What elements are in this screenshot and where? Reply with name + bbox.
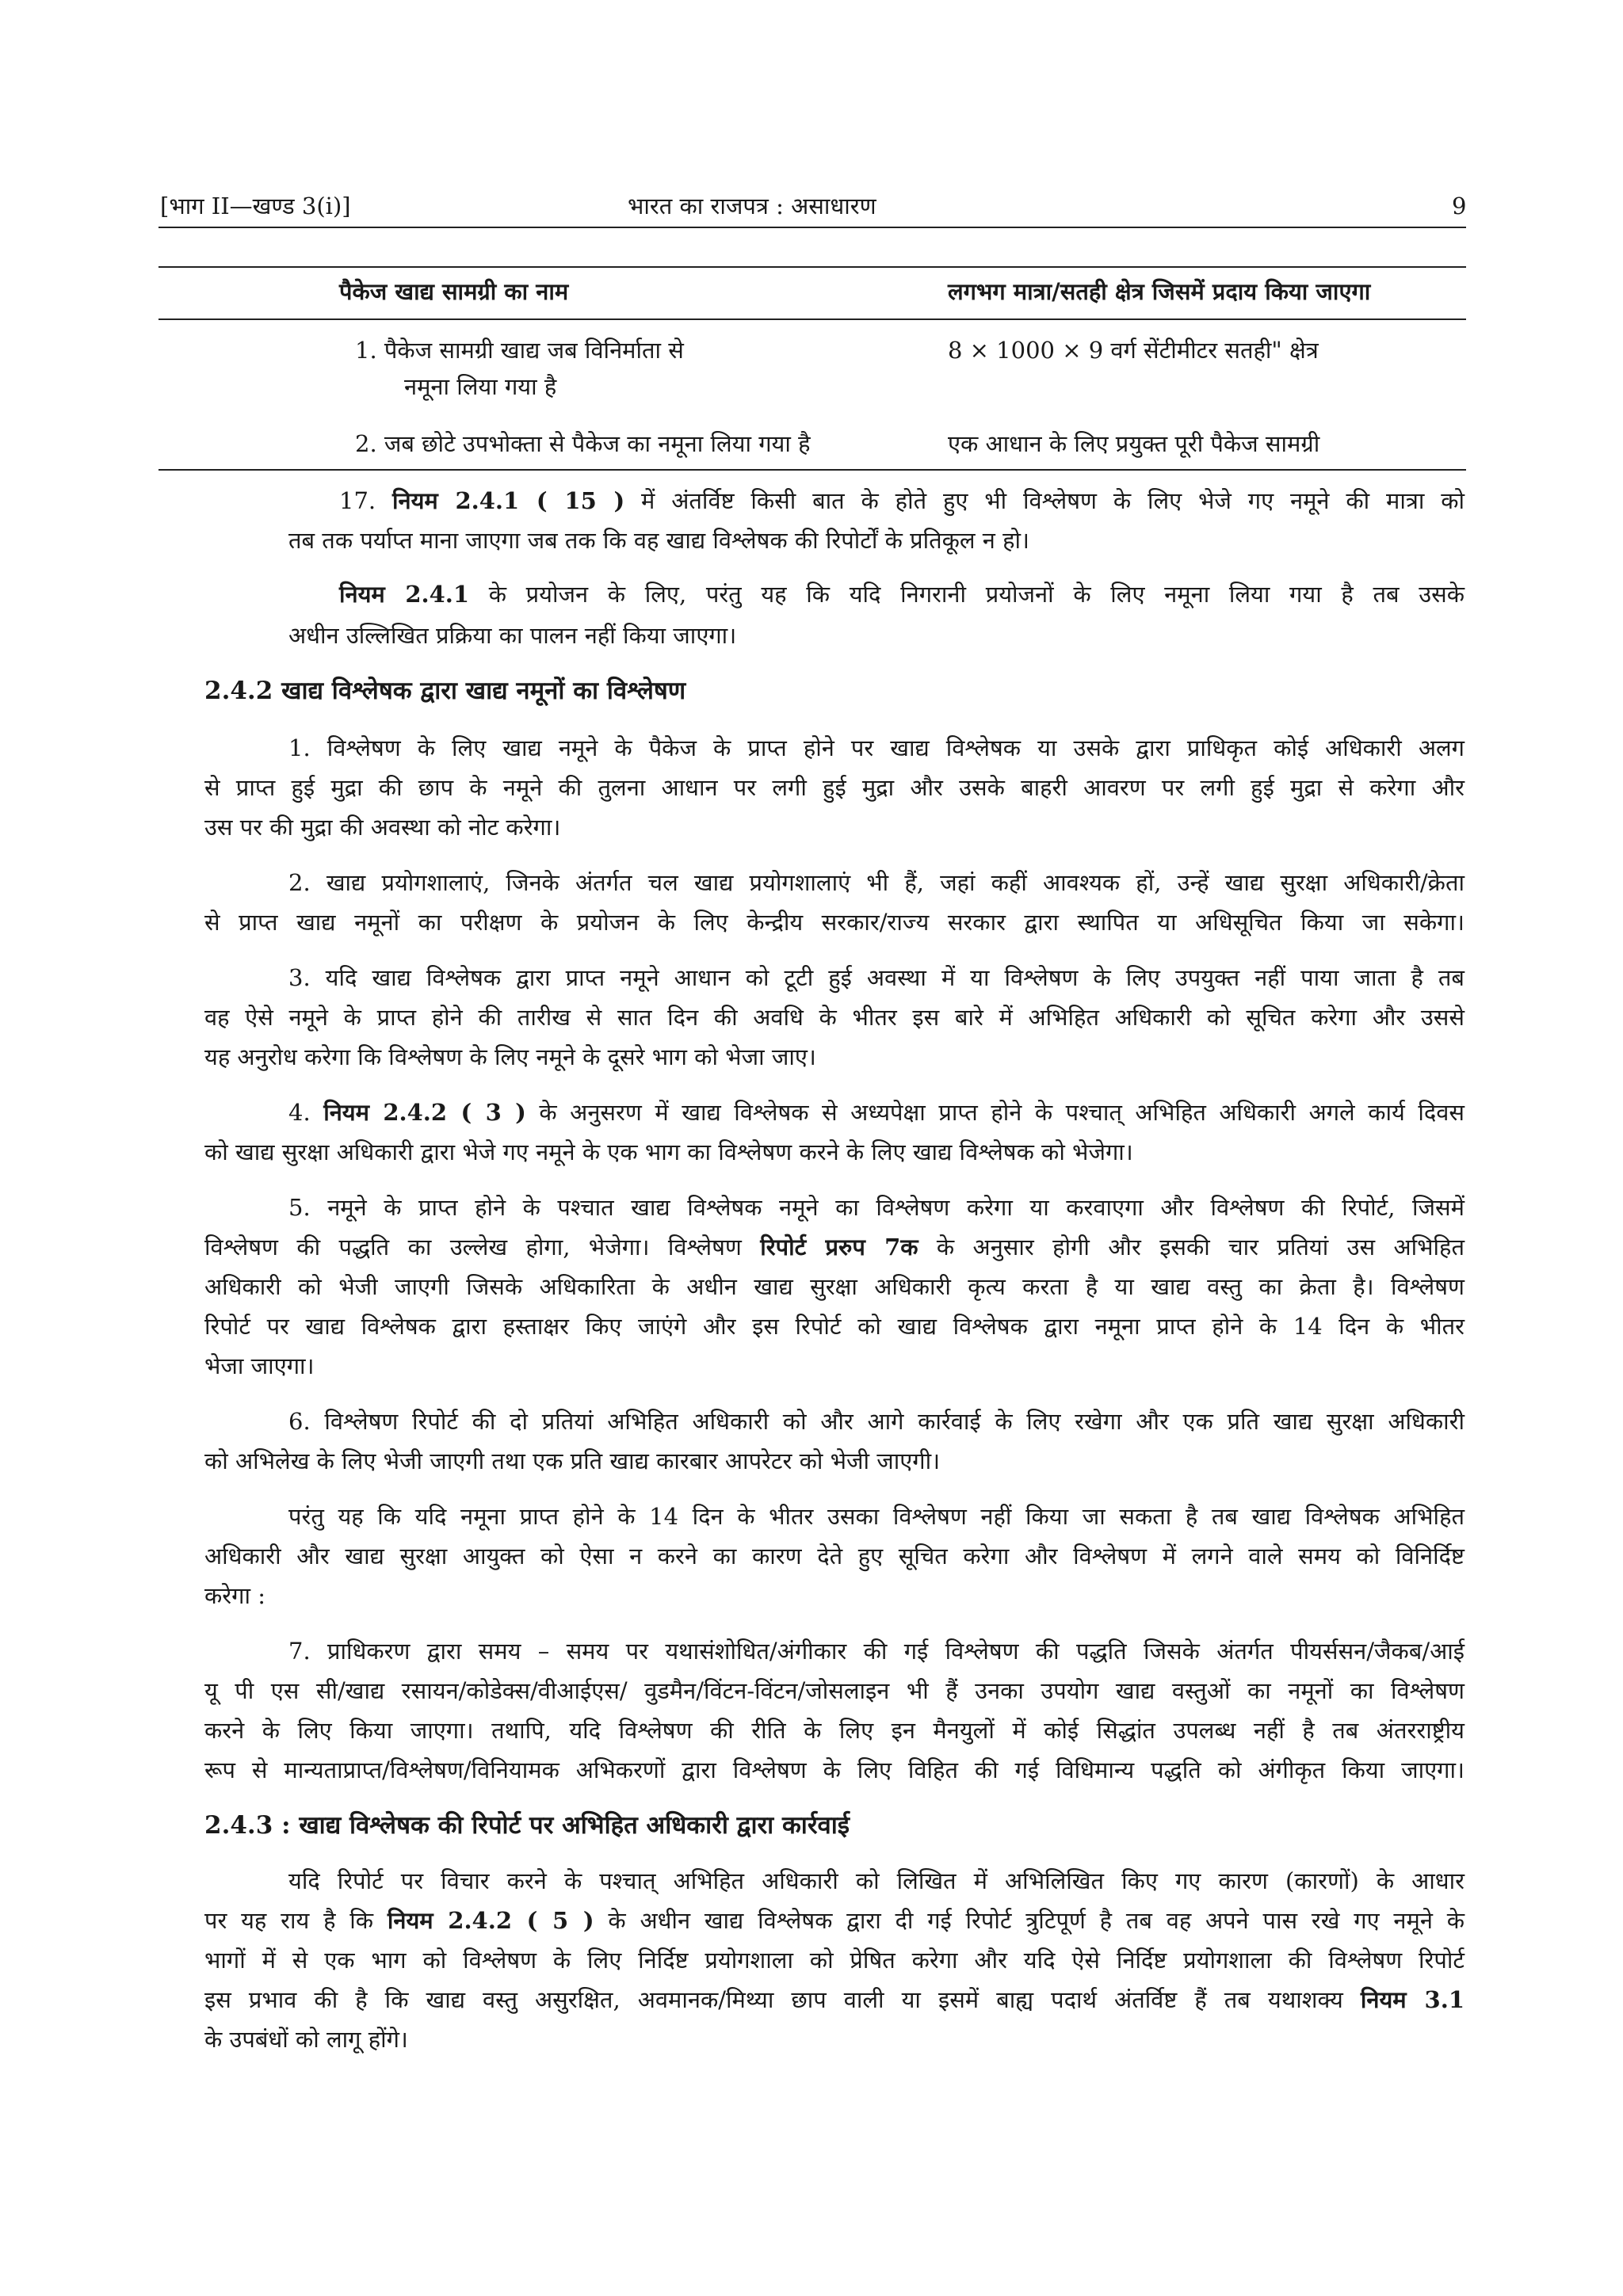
table-top-rule bbox=[158, 266, 1466, 268]
para-4-line-1: 4. नियम 2.4.2 ( 3 ) के अनुसरण में खाद्य विश्लेषक से अध्यपेक्षा प्राप्त होने के पश्चात् अभिहित अधिकारी अगले कार्य दिवस bbox=[288, 1099, 1465, 1126]
para-1-line-1: 1. विश्लेषण के लिए खाद्य नमूने के पैकेज के प्राप्त होने पर खाद्य विश्लेषक या उसके द्वारा प्राधिकृत कोई अधिकारी अलग bbox=[288, 734, 1465, 761]
para-1-line-3: उस पर की मुद्रा की अवस्था को नोट करेगा। bbox=[204, 814, 561, 841]
para-2-line-1: 2. खाद्य प्रयोगशालाएं, जिनके अंतर्गत चल खाद्य प्रयोगशालाएं भी हैं, जहां कहीं आवश्यक हों, उन्हें खाद्य सुरक्षा अधिकारी/क्रेता bbox=[288, 869, 1465, 896]
para-7-line-4: रूप से मान्यताप्राप्त/विश्लेषण/विनियामक अभिकरणों द्वारा विश्लेषण के लिए विहित की गई विधिमान्य पद्धति को अंगीकृत किया जाएगा। bbox=[204, 1756, 1465, 1783]
page-number: 9 bbox=[1452, 193, 1467, 219]
para-17-line-1: 17. नियम 2.4.1 ( 15 ) में अंतर्विष्ट किसी बात के होते हुए भी विश्लेषण के लिए भेजे गए नमूने की मात्रा को bbox=[339, 487, 1465, 514]
table-row-1-col2: 8 × 1000 × 9 वर्ग सेंटीमीटर सतही" क्षेत्र bbox=[948, 337, 1319, 364]
para-niyam-line-1: नियम 2.4.1 के प्रयोजन के लिए, परंतु यह कि यदि निगरानी प्रयोजनों के लिए नमूना लिया गया है तब उसके bbox=[339, 581, 1465, 608]
para-niyam-line-2: अधीन उल्लिखित प्रक्रिया का पालन नहीं किया जाएगा। bbox=[288, 622, 737, 649]
para-3-line-2: वह ऐसे नमूने के प्राप्त होने की तारीख से सात दिन की अवधि के भीतर इस बारे में अभिहित अधिकारी को सूचित करेगा और उससे bbox=[204, 1004, 1465, 1031]
table-row-2-col2: एक आधान के लिए प्रयुक्त पूरी पैकेज सामग्री bbox=[948, 430, 1320, 457]
para-3-line-3: यह अनुरोध करेगा कि विश्लेषण के लिए नमूने के दूसरे भाग को भेजा जाए। bbox=[204, 1043, 816, 1070]
para-5-line-5: भेजा जाएगा। bbox=[204, 1352, 315, 1379]
para-243-line-4: इस प्रभाव की है कि खाद्य वस्तु असुरक्षित, अवमानक/मिथ्या छाप वाली या इसमें बाह्य पदार्थ अंतर्विष्ट हैं तब यथाशक्य नियम 3.1 bbox=[204, 1986, 1465, 2013]
header-part-section: [भाग II—खण्ड 3(i)] bbox=[160, 193, 351, 219]
table-row-1-col1-line1: 1. पैकेज सामग्री खाद्य जब विनिर्माता से bbox=[355, 337, 684, 364]
para-243-line-3: भागों में से एक भाग को विश्लेषण के लिए निर्दिष्ट प्रयोगशाला को प्रेषित करेगा और यदि ऐसे निर्दिष्ट प्रयोगशाला की विश्लेषण रिपोर्ट bbox=[204, 1947, 1465, 1974]
table-col1-header: पैकेज खाद्य सामग्री का नाम bbox=[339, 278, 569, 305]
para-2-line-2: से प्राप्त खाद्य नमूनों का परीक्षण के प्रयोजन के लिए केन्द्रीय सरकार/राज्य सरकार द्वारा स्थापित या अधिसूचित किया जा सकेगा। bbox=[204, 909, 1465, 936]
table-col2-header: लगभग मात्रा/सतही क्षेत्र जिसमें प्रदाय किया जाएगा bbox=[948, 278, 1371, 305]
para-243-line-2: पर यह राय है कि नियम 2.4.2 ( 5 ) के अधीन खाद्य विश्लेषक द्वारा दी गई रिपोर्ट त्रुटिपूर्ण है तब वह अपने पास रखे गए नमूने के bbox=[204, 1907, 1465, 1934]
para-7-line-2: यू पी एस सी/खाद्य रसायन/कोडेक्स/वीआईएस/ वुडमैन/विंटन-विंटन/जोसलाइन भी हैं उनका उपयोग खाद्य वस्तुओं का नमूनों का विश्लेषण bbox=[204, 1677, 1465, 1704]
section-heading-2-4-3: 2.4.3 : खाद्य विश्लेषक की रिपोर्ट पर अभिहित अधिकारी द्वारा कार्रवाई bbox=[204, 1811, 850, 1840]
table-row-1-col1-line2: नमूना लिया गया है bbox=[404, 373, 557, 400]
para-6-line-1: 6. विश्लेषण रिपोर्ट की दो प्रतियां अभिहित अधिकारी को और आगे कार्रवाई के लिए रखेगा और एक प्रति खाद्य सुरक्षा अधिकारी bbox=[288, 1408, 1465, 1435]
table-header-rule bbox=[158, 318, 1466, 320]
proviso-line-3: करेगा : bbox=[204, 1582, 265, 1609]
table-row-2-col1: 2. जब छोटे उपभोक्ता से पैकेज का नमूना लिया गया है bbox=[355, 430, 811, 457]
para-243-line-5: के उपबंधों को लागू होंगे। bbox=[204, 2026, 408, 2053]
section-heading-2-4-2: 2.4.2 खाद्य विश्लेषक द्वारा खाद्य नमूनों का विश्लेषण bbox=[204, 677, 686, 705]
header-rule bbox=[158, 227, 1466, 228]
para-3-line-1: 3. यदि खाद्य विश्लेषक द्वारा प्राप्त नमूने आधान को टूटी हुई अवस्था में या विश्लेषण के लिए उपयुक्त नहीं पाया जाता है तब bbox=[288, 964, 1465, 991]
table-bottom-rule bbox=[158, 469, 1466, 471]
para-6-line-2: को अभिलेख के लिए भेजी जाएगी तथा एक प्रति खाद्य कारबार आपरेटर को भेजी जाएगी। bbox=[204, 1447, 941, 1474]
para-1-line-2: से प्राप्त हुई मुद्रा की छाप के नमूने की तुलना आधान पर लगी हुई मुद्रा और उसके बाहरी आवरण पर लगी हुई मुद्रा से करेगा और bbox=[204, 774, 1465, 801]
para-7-line-1: 7. प्राधिकरण द्वारा समय – समय पर यथासंशोधित/अंगीकार की गई विश्लेषण की पद्धति जिसके अंतर्गत पीयर्ससन/जैकब/आई bbox=[288, 1638, 1465, 1665]
para-243-line-1: यदि रिपोर्ट पर विचार करने के पश्चात् अभिहित अधिकारी को लिखित में अभिलिखित किए गए कारण (कारणों) के आधार bbox=[288, 1867, 1465, 1894]
para-4-line-2: को खाद्य सुरक्षा अधिकारी द्वारा भेजे गए नमूने के एक भाग का विश्लेषण करने के लिए खाद्य विश्लेषक को भेजेगा। bbox=[204, 1138, 1133, 1165]
proviso-line-2: अधिकारी और खाद्य सुरक्षा आयुक्त को ऐसा न करने का कारण देते हुए सूचित करेगा और विश्लेषण में लगने वाले समय को विनिर्दिष्ट bbox=[204, 1543, 1465, 1569]
para-5-line-2: विश्लेषण की पद्धति का उल्लेख होगा, भेजेगा। विश्लेषण रिपोर्ट प्ररुप 7क के अनुसार होगी और इसकी चार प्रतियां उस अभिहित bbox=[204, 1234, 1465, 1261]
para-5-line-4: रिपोर्ट पर खाद्य विश्लेषक द्वारा हस्ताक्षर किए जाएंगे और इस रिपोर्ट को खाद्य विश्लेषक द्वारा नमूना प्राप्त होने के 14 दिन के भीतर bbox=[204, 1313, 1465, 1340]
para-5-line-1: 5. नमूने के प्राप्त होने के पश्चात खाद्य विश्लेषक नमूने का विश्लेषण करेगा या करवाएगा और विश्लेषण की रिपोर्ट, जिसमें bbox=[288, 1194, 1465, 1221]
para-7-line-3: करने के लिए किया जाएगा। तथापि, यदि विश्लेषण की रीति के लिए इन मैनयुलों में कोई सिद्धांत उपलब्ध नहीं है तब अंतरराष्ट्रीय bbox=[204, 1717, 1465, 1744]
para-5-line-3: अधिकारी को भेजी जाएगी जिसके अधिकारिता के अधीन खाद्य सुरक्षा अधिकारी कृत्य करता है या खाद्य वस्तु का क्रेता है। विश्लेषण bbox=[204, 1273, 1465, 1300]
para-17-line-2: तब तक पर्याप्त माना जाएगा जब तक कि वह खाद्य विश्लेषक की रिपोर्टों के प्रतिकूल न हो। bbox=[288, 527, 1029, 554]
header-gazette-title: भारत का राजपत्र : असाधारण bbox=[628, 193, 876, 219]
proviso-line-1: परंतु यह कि यदि नमूना प्राप्त होने के 14 दिन के भीतर उसका विश्लेषण नहीं किया जा सकता है तब खाद्य विश्लेषक अभिहित bbox=[288, 1503, 1465, 1530]
